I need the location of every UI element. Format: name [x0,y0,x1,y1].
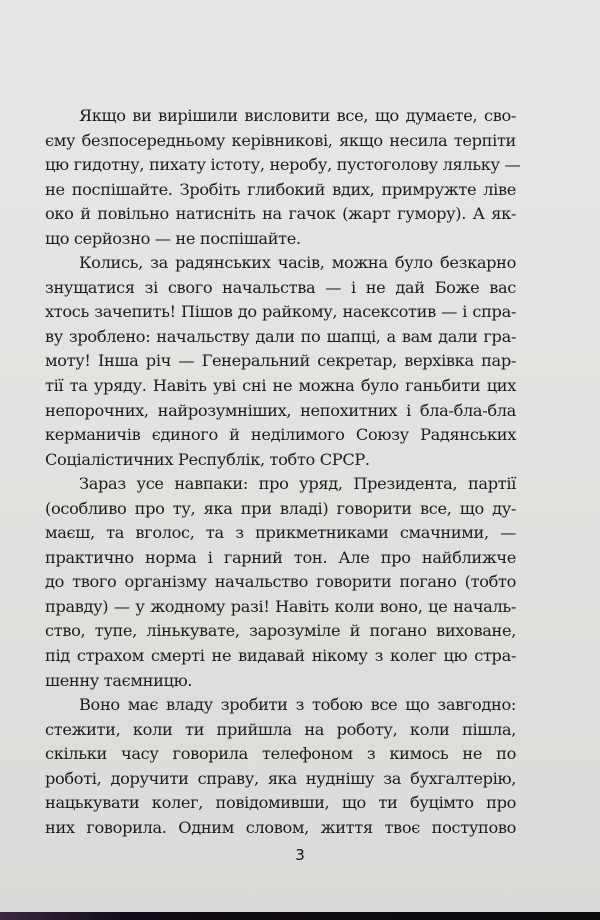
text-line: керманичів єдиного й неділимого Союзу Радянських [45,425,516,445]
text-line: ство, тупе, лінькувате, зарозуміле й погано виховане, [45,621,516,641]
paragraph-1 [45,104,521,251]
text-line: око й повільно натисніть на гачок (жарт гумору). А як- [45,204,516,224]
text-line: маєш, та вголос, та з прикметниками смачними, — [45,523,516,543]
text-line: що серйозно — не поспішайте. [45,228,301,248]
text-line: практично норма і гарний тон. Але про найближче [45,547,516,567]
paragraph-4 [45,693,516,840]
text-line: (особливо про ту, яка при владі) говорити все, що ду- [45,498,516,518]
text-line: цю гидотну, пихату істоту, неробу, пустоголову ляльку — [45,155,521,175]
text-line: непорочних, найрозумніших, непохитних і бла-бла-бла [45,400,516,420]
body-text [45,104,521,840]
text-line: хтось зачепить! Пішов до райкому, насексотив — і спра- [45,302,516,322]
text-line: Воно має владу зробити з тобою все що завгодно: [79,695,516,715]
text-line: Зараз усе навпаки: про уряд, Президента, партії [79,474,516,494]
text-line: тії та уряду. Навіть уві сні не можна було ганьбити цих [45,376,516,396]
text-line: під страхом смерті не видавай нікому з колег цю стра- [45,646,516,666]
text-line: Якщо ви вирішили висловити все, що думаєте, сво- [79,106,516,125]
text-line: правду) — у жодному разі! Навіть коли воно, це началь- [45,596,516,616]
text-line: знущатися зі свого начальства — і не дай Боже вас [45,277,516,297]
text-line: єму безпосередньому керівникові, якщо несила терпіти [45,130,516,150]
text-line: Соціалістичних Республік, тобто СРСР. [45,449,370,469]
text-line: не поспішайте. Зробіть глибокий вдих, примружте ліве [45,179,516,199]
text-line: них говорила. Одним словом, життя твоє поступово [45,817,516,837]
text-line: стежити, коли ти прийшла на роботу, коли пішла, [45,719,516,739]
text-line: до твого організму начальство говорити погано (тобто [45,572,516,592]
text-line: шенну таємницю. [45,670,193,690]
text-line: моту! Інша річ — Генеральний секретар, верхівка пар- [45,351,516,371]
text-line: ву зроблено: начальству дали по шапці, а вам дали гра- [45,326,516,346]
text-line: роботі, доручити справу, яка нуднішу за бухгалтерію, [45,768,516,788]
text-line: нацькувати колег, повідомивши, що ти буцімто про [45,793,516,813]
page-number: 3 [295,846,305,864]
paragraph-2 [45,251,516,472]
page-bottom-edge [0,912,600,920]
text-line: скільки часу говорила телефоном з кимось не по [45,744,516,764]
text-line: Колись, за радянських часів, можна було безкарно [79,253,516,273]
paragraph-3 [45,472,516,693]
